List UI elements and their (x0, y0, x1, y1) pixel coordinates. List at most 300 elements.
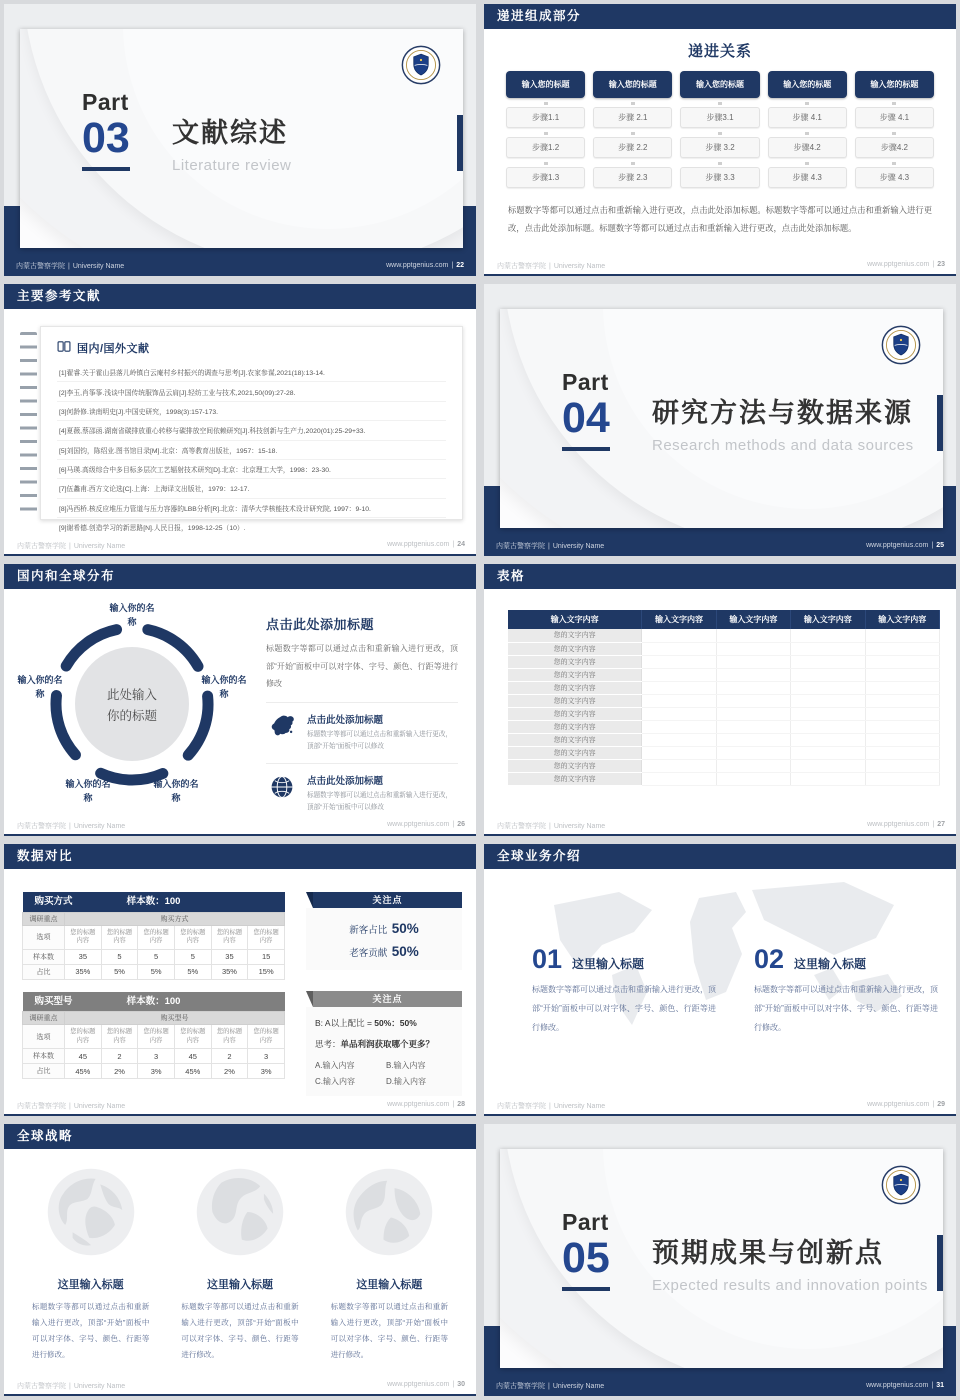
university-name: University Name (553, 823, 606, 830)
footer-school (497, 1101, 605, 1111)
footer-divider: | (931, 1382, 934, 1389)
slide-22-section-divider (4, 4, 476, 276)
footer-school (17, 821, 125, 831)
section-title: 文献综述 (172, 118, 288, 148)
step-box: 步骤3.1 (680, 107, 759, 128)
focus-value: 购买方式 (65, 912, 285, 925)
list-item-text (307, 773, 458, 815)
slide-title-bar: 表格 (484, 564, 956, 589)
strategy-column (32, 1166, 149, 1364)
part-label: Part (82, 89, 129, 115)
footer-divider: | (68, 262, 70, 270)
slide-title-bar: 数据对比 (4, 844, 476, 869)
footer-divider: | (548, 1382, 550, 1390)
footer-site-page (867, 261, 945, 271)
part-number: 04 (562, 394, 610, 442)
footer-divider: | (452, 821, 455, 828)
footer-divider: | (452, 541, 455, 548)
empty-cell (865, 759, 939, 772)
footer-divider: | (69, 823, 71, 830)
diagram-center-title: 此处输入你的标题 (106, 687, 157, 723)
university-name: University Name (73, 823, 126, 830)
university-name: University Name (552, 1382, 605, 1390)
value-cell: 3% (138, 1064, 175, 1079)
focus-label: 调研重点 (23, 1012, 65, 1025)
focus-value: 购买型号 (65, 1012, 285, 1025)
table-cell: 您的文字内容 (508, 772, 642, 785)
slide-footer (497, 821, 945, 831)
empty-cell (716, 655, 790, 668)
focus-panels (306, 892, 462, 1096)
footer-school (16, 261, 124, 271)
value-cell: 5% (101, 964, 138, 979)
column-header: 输入您的标题 (855, 71, 934, 98)
focus-row (23, 912, 285, 925)
item-title: 点击此处添加标题 (307, 714, 384, 726)
diagram-node-label: 输入你的名称 (109, 603, 155, 627)
value-cell: 5 (174, 949, 211, 964)
footer-site-page (867, 821, 945, 831)
slide-23-progression (484, 4, 956, 276)
section-subtitle: Research methods and data sources (652, 437, 914, 454)
item-body: 标题数字等都可以通过点击和重新输入进行更改，顶部“开始”面板中可以修改 (307, 791, 453, 812)
empty-cell (791, 694, 865, 707)
table-row (508, 720, 940, 733)
footer-site-page (386, 262, 464, 269)
value-cell: 45% (174, 1064, 211, 1079)
empty-cell (791, 707, 865, 720)
metric-line (306, 920, 462, 938)
table-title: 购买方式 (34, 896, 73, 907)
section-heading (57, 340, 446, 356)
numbered-item (532, 944, 716, 1037)
school-name: 内蒙古警察学院 (497, 823, 546, 830)
empty-cell (642, 694, 716, 707)
right-title: 点击此处添加标题 (266, 617, 375, 632)
option-cell: 您的标题内容 (248, 925, 285, 949)
row-label: 样本数 (23, 949, 65, 964)
empty-cell (642, 759, 716, 772)
page-number: 28 (457, 1101, 465, 1108)
purchase-method-table (22, 892, 285, 980)
empty-cell (642, 668, 716, 681)
value-cell: 5% (138, 964, 175, 979)
diagram-title: 递进关系 (687, 43, 752, 60)
slide-title-bar: 主要参考文献 (4, 284, 476, 309)
panel-body (306, 1007, 462, 1096)
university-name: University Name (553, 1103, 606, 1110)
footer-divider: | (932, 1101, 935, 1108)
option-cell: 您的标题内容 (211, 1025, 248, 1049)
metric-line (306, 943, 462, 961)
step-box: 步骤 2.2 (593, 137, 672, 158)
empty-cell (642, 772, 716, 785)
empty-cell (791, 759, 865, 772)
footer-divider: | (69, 1383, 71, 1390)
row-label: 占比 (23, 964, 65, 979)
diagram-node-label: 输入你的名称 (201, 675, 247, 699)
slide-footer (497, 1101, 945, 1111)
metric-value: 50% (391, 944, 419, 959)
focus-row (23, 1012, 285, 1025)
table-cell: 您的文字内容 (508, 733, 642, 746)
step-box: 步骤 2.1 (593, 107, 672, 128)
line-prefix: 思考： (315, 1039, 341, 1049)
slide-25-section-divider (484, 284, 956, 556)
comparison-tables (22, 892, 285, 1091)
footer-divider: | (548, 542, 550, 550)
slide-footer (17, 821, 465, 831)
empty-cell (865, 642, 939, 655)
right-text-column (266, 614, 458, 815)
reference-item: [1]翟睿.关于霍山县落儿岭镇白云庵村乡村振兴的调查与思考[J].农家参谋,2021(18):13-14. (57, 363, 446, 382)
page-number: 26 (457, 821, 465, 828)
value-cell: 3 (138, 1049, 175, 1064)
reference-item: [2]李玉,肖筝筝.浅谈中国传统服饰品云肩[J].轻纺工业与技术,2021,50(09):27-28. (57, 382, 446, 401)
value-cell: 15% (248, 964, 285, 979)
site-url: www.pptgenius.com (387, 821, 450, 828)
empty-cell (642, 681, 716, 694)
slide-30-global-strategy (4, 1124, 476, 1396)
empty-cell (865, 681, 939, 694)
ratio-row (23, 1064, 285, 1079)
footer-divider: | (549, 823, 551, 830)
table-cell: 您的文字内容 (508, 720, 642, 733)
focus-panel-blue (306, 892, 462, 970)
strategy-column (331, 1166, 448, 1364)
purchase-model-table (22, 992, 285, 1080)
column-header: 输入文字内容 (642, 610, 716, 629)
slide-footer (4, 255, 476, 276)
site-url: www.pptgenius.com (867, 1101, 930, 1108)
table-cell: 您的文字内容 (508, 759, 642, 772)
globe-icon (45, 1245, 137, 1262)
sample-size: 样本数：100 (126, 995, 181, 1007)
option-cell: 您的标题内容 (138, 1025, 175, 1049)
university-name: University Name (552, 542, 605, 550)
item-number: 01 (532, 944, 563, 974)
value-cell: 5% (174, 964, 211, 979)
value-cell: 45 (174, 1049, 211, 1064)
university-name: University Name (72, 262, 125, 270)
footer-divider: | (931, 542, 934, 549)
empty-cell (716, 759, 790, 772)
option-cell: 您的标题内容 (138, 925, 175, 949)
site-url: www.pptgenius.com (867, 821, 930, 828)
right-accent-bar (937, 1235, 943, 1291)
table-title: 购买型号 (34, 995, 73, 1007)
table-title-bar (23, 892, 285, 912)
section-title: 预期成果与创新点 (652, 1238, 884, 1268)
school-name: 内蒙古警察学院 (497, 263, 546, 270)
answer-option: A.输入内容 (315, 1061, 355, 1070)
school-name: 内蒙古警察学院 (17, 1383, 66, 1390)
site-url: www.pptgenius.com (387, 1101, 450, 1108)
site-url: www.pptgenius.com (866, 1382, 929, 1389)
section-title: 研究方法与数据来源 (652, 398, 913, 428)
slide-footer (17, 1381, 465, 1391)
answer-option: C.输入内容 (315, 1077, 355, 1086)
empty-cell (642, 642, 716, 655)
footer-site-page (387, 1381, 465, 1391)
step-box: 步骤 4.3 (855, 167, 934, 188)
column-title: 这里输入标题 (356, 1279, 423, 1291)
reference-list (57, 363, 446, 536)
empty-cell (791, 642, 865, 655)
university-name: University Name (73, 1103, 126, 1110)
reference-item: [5]刘国钧，陈绍业.图书馆目录[M].北京：高等教育出版社，1957：15-18. (57, 441, 446, 460)
diagram-node-label: 输入你的名称 (17, 675, 63, 699)
empty-cell (791, 733, 865, 746)
item-body: 标题数字等都可以通过点击和重新输入进行更改，顶部“开始”面板中可以修改 (307, 730, 453, 751)
footer-site-page (387, 541, 465, 551)
site-url: www.pptgenius.com (387, 541, 450, 548)
table-cell: 您的文字内容 (508, 668, 642, 681)
data-table (508, 610, 940, 786)
references-area (32, 326, 463, 533)
focus-panel-gray (306, 991, 462, 1096)
diagram-node-label: 输入你的名称 (65, 779, 111, 803)
table-cell: 您的文字内容 (508, 694, 642, 707)
reference-item: [6]马瑛.高级综合中多目标多层次工艺辐射技术研究[D].北京：北京理工大学，1998：23-30. (57, 460, 446, 479)
footer-divider: | (932, 821, 935, 828)
column-header: 输入您的标题 (768, 71, 847, 98)
list-item-text (307, 712, 458, 754)
option-cell: 您的标题内容 (211, 925, 248, 949)
value-cell: 2% (101, 1064, 138, 1079)
school-name: 内蒙古警察学院 (496, 1382, 545, 1390)
option-cell: 您的标题内容 (101, 1025, 138, 1049)
progression-column (506, 71, 585, 188)
column-header: 输入文字内容 (791, 610, 865, 629)
slide-29-global-business (484, 844, 956, 1116)
numbered-item (754, 944, 938, 1037)
table-row (508, 772, 940, 785)
footer-divider: | (549, 263, 551, 270)
school-name: 内蒙古警察学院 (17, 543, 66, 550)
table-cell: 您的文字内容 (508, 707, 642, 720)
column-header: 输入文字内容 (865, 610, 939, 629)
line-bold: 单品利润获取哪个更多？ (340, 1039, 435, 1049)
site-url: www.pptgenius.com (866, 542, 929, 549)
table-row (508, 694, 940, 707)
option-cell: 您的标题内容 (248, 1025, 285, 1049)
slide-title-bar: 全球战略 (4, 1124, 476, 1149)
divider-card (20, 29, 463, 248)
column-title: 这里输入标题 (57, 1279, 124, 1291)
table-row (508, 746, 940, 759)
panel-ribbon: 关注点 (313, 991, 462, 1007)
school-name: 内蒙古警察学院 (17, 823, 66, 830)
page-number: 27 (937, 821, 945, 828)
reference-item: [8]冯西桥.核反应堆压力管道与压力容器的LBB分析[R].北京：清华大学核能技术设计研究院, 1997：9-10. (57, 499, 446, 518)
divider-card (500, 1149, 943, 1368)
page-number: 29 (937, 1101, 945, 1108)
spiral-binding-icon (20, 332, 37, 514)
step-box: 步骤 4.3 (768, 167, 847, 188)
row-label: 样本数 (23, 1049, 65, 1064)
footer-divider: | (451, 262, 454, 269)
table-row (508, 759, 940, 772)
progression-column (593, 71, 672, 188)
globe-icon (266, 773, 298, 799)
empty-cell (716, 720, 790, 733)
metric-label: 新客占比 (349, 925, 388, 936)
list-item (266, 712, 458, 754)
table-cell: 您的文字内容 (508, 746, 642, 759)
part-underline (82, 167, 130, 171)
page-number: 24 (457, 541, 465, 548)
empty-cell (865, 772, 939, 785)
china-map-icon (266, 712, 298, 737)
empty-cell (791, 720, 865, 733)
page-number: 25 (936, 542, 944, 549)
column-body: 标题数字等都可以通过点击和重新输入进行更改，顶部“开始”面板中可以对字体、字号、颜色、行距等进行修改。 (330, 1302, 448, 1360)
footer-divider: | (69, 543, 71, 550)
column-header: 输入文字内容 (716, 610, 790, 629)
option-cell: 您的标题内容 (101, 925, 138, 949)
row-label: 占比 (23, 1064, 65, 1079)
part-label: Part (562, 369, 609, 395)
footer-school (497, 821, 605, 831)
section-titles (172, 111, 291, 174)
part-underline (562, 447, 610, 451)
slide-footer (497, 261, 945, 271)
empty-cell (716, 707, 790, 720)
site-url: www.pptgenius.com (386, 262, 449, 269)
empty-cell (791, 746, 865, 759)
item-body: 标题数字等都可以通过点击和重新输入进行更改，顶部“开始”面板中可以对字体、字号、颜色、行距等进行修改。 (754, 985, 938, 1032)
item-header (532, 944, 716, 975)
value-cell: 35 (65, 949, 102, 964)
university-logo-icon (881, 1165, 921, 1210)
empty-cell (865, 746, 939, 759)
footer-site-page (866, 542, 944, 549)
part-underline (562, 1287, 610, 1291)
university-name: University Name (553, 263, 606, 270)
part-block (562, 1209, 610, 1291)
focus-label: 调研重点 (23, 912, 65, 925)
slide-26-distribution (4, 564, 476, 836)
empty-cell (716, 681, 790, 694)
step-box: 步骤 3.2 (680, 137, 759, 158)
page-number: 23 (937, 261, 945, 268)
footer-divider: | (549, 1103, 551, 1110)
slide-title-bar: 全球业务介绍 (484, 844, 956, 869)
empty-cell (865, 720, 939, 733)
empty-cell (865, 694, 939, 707)
footer-school (17, 1101, 125, 1111)
empty-cell (642, 707, 716, 720)
value-cell: 15 (248, 949, 285, 964)
option-cell: 您的标题内容 (174, 1025, 211, 1049)
section-titles (652, 1231, 928, 1294)
list-item (266, 773, 458, 815)
column-header: 输入文字内容 (508, 610, 642, 629)
footer-divider: | (452, 1101, 455, 1108)
slide-footer (17, 541, 465, 551)
question-line (315, 1038, 453, 1050)
item-title: 这里输入标题 (794, 957, 867, 971)
progression-column (680, 71, 759, 188)
item-body: 标题数字等都可以通过点击和重新输入进行更改，顶部“开始”面板中可以对字体、字号、颜色、行距等进行修改。 (532, 985, 716, 1032)
reference-item: [3]何龄修.读南明史[J].中国史研究，1998(3):157-173. (57, 402, 446, 421)
step-box: 步骤1.1 (506, 107, 585, 128)
school-name: 内蒙古警察学院 (497, 1103, 546, 1110)
globe-icon (194, 1245, 286, 1262)
column-body: 标题数字等都可以通过点击和重新输入进行更改，顶部“开始”面板中可以对字体、字号、颜色、行距等进行修改。 (181, 1302, 299, 1360)
step-box: 步骤1.3 (506, 167, 585, 188)
option-cell: 您的标题内容 (174, 925, 211, 949)
empty-cell (865, 733, 939, 746)
empty-cell (642, 746, 716, 759)
item-title: 点击此处添加标题 (307, 775, 384, 787)
empty-cell (716, 733, 790, 746)
empty-cell (716, 694, 790, 707)
footer-school (496, 1381, 604, 1391)
value-cell: 45% (65, 1064, 102, 1079)
table-row (508, 681, 940, 694)
empty-cell (642, 733, 716, 746)
ratio-line (315, 1017, 453, 1029)
line-prefix: B: A以上配比 = (315, 1018, 375, 1028)
university-name: University Name (73, 543, 126, 550)
page-number: 31 (936, 1382, 944, 1389)
part-block (82, 89, 130, 171)
value-cell: 2% (211, 1064, 248, 1079)
answer-options (315, 1060, 453, 1087)
row-label: 选项 (23, 925, 65, 949)
sample-row (23, 949, 285, 964)
answer-option: D.输入内容 (386, 1077, 426, 1086)
slide-title-bar: 国内和全球分布 (4, 564, 476, 589)
step-box: 步骤 3.3 (680, 167, 759, 188)
footer-site-page (387, 821, 465, 831)
body-text: 标题数字等都可以通过点击和重新输入进行更改，点击此处添加标题。标题数字等都可以通过点击和重新输入进行更改，点击此处添加标题。标题数字等都可以通过点击和重新输入进行更改，点击此处添加标题。 (508, 205, 932, 233)
option-cell: 您的标题内容 (65, 925, 102, 949)
column-header: 输入您的标题 (506, 71, 585, 98)
circular-diagram (12, 600, 252, 812)
separator-line (266, 763, 458, 764)
empty-cell (791, 655, 865, 668)
slide-footer (484, 535, 956, 556)
footer-site-page (866, 1382, 944, 1389)
row-label: 选项 (23, 1025, 65, 1049)
empty-cell (791, 772, 865, 785)
section-subtitle: Literature review (172, 157, 292, 174)
right-accent-bar (937, 395, 943, 451)
metric-value: 50% (391, 921, 419, 936)
strategy-column (181, 1166, 298, 1364)
site-url: www.pptgenius.com (867, 261, 930, 268)
section-subtitle: Expected results and innovation points (652, 1277, 928, 1294)
page-number: 22 (456, 262, 464, 269)
school-name: 内蒙古警察学院 (16, 262, 65, 270)
reference-item: [4]夏薇,蔡邵函.湖南省碳排放重心转移与碳排放空间依赖研究[J].科技创新与生产力,2020(01):25-29+33. (57, 421, 446, 440)
slide-31-section-divider (484, 1124, 956, 1396)
empty-cell (791, 668, 865, 681)
table-header-row (508, 610, 940, 629)
step-box: 步骤 2.3 (593, 167, 672, 188)
section-heading-label: 国内/国外文献 (77, 343, 150, 355)
line-bold: 50%：50% (374, 1018, 417, 1028)
part-number: 03 (82, 114, 130, 162)
slide-27-table (484, 564, 956, 836)
panel-ribbon: 关注点 (313, 892, 462, 908)
step-box: 步骤 4.1 (855, 107, 934, 128)
numbered-items (532, 944, 938, 1037)
progression-columns (506, 71, 934, 188)
